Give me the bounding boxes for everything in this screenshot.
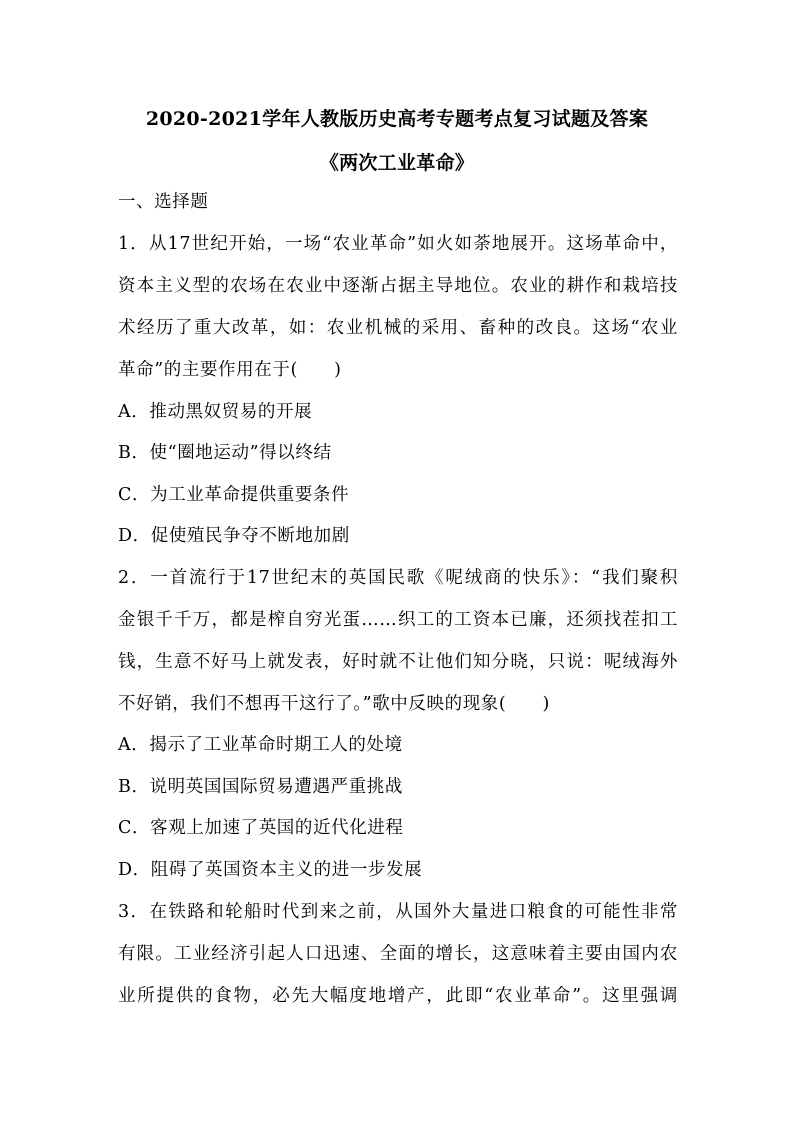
section-heading: 一、选择题: [118, 192, 209, 212]
question-2-option-c: C．客观上加速了英国的近代化进程: [118, 818, 404, 838]
question-1-option-d: D．促使殖民争夺不断地加剧: [118, 526, 350, 546]
question-2-line-2: 金银千千万，都是榨自穷光蛋……织工的工资本已廉，还须找茬扣工: [118, 610, 678, 630]
question-2-option-d: D．阻碍了英国资本主义的进一步发展: [118, 860, 423, 880]
question-2-line-4: 不好销，我们不想再干这行了。”歌中反映的现象( ): [118, 694, 550, 714]
question-1-option-c: C．为工业革命提供重要条件: [118, 485, 350, 505]
question-1-line-2: 资本主义型的农场在农业中逐渐占据主导地位。农业的耕作和栽培技: [118, 276, 678, 296]
question-3-line-3: 业所提供的食物，必先大幅度地增产，此即“农业革命”。这里强调: [118, 986, 679, 1006]
document-title: 2020-2021学年人教版历史高考专题考点复习试题及答案: [145, 108, 649, 130]
question-1-option-a: A．推动黑奴贸易的开展: [118, 402, 313, 422]
question-2-line-3: 钱，生意不好马上就发表，好时就不让他们知分晓，只说：呢绒海外: [118, 652, 678, 672]
question-3-line-1: 3．在铁路和轮船时代到来之前，从国外大量进口粮食的可能性非常: [118, 902, 678, 922]
question-3-line-2: 有限。工业经济引起人口迅速、全面的增长，这意味着主要由国内农: [118, 944, 678, 964]
document-subtitle: 《两次工业革命》: [319, 152, 475, 174]
question-1-line-4: 革命”的主要作用在于( ): [118, 360, 342, 380]
question-2-option-b: B．说明英国国际贸易遭遇严重挑战: [118, 777, 403, 797]
question-2-line-1: 2．一首流行于17世纪末的英国民歌《呢绒商的快乐》：“我们聚积: [118, 568, 678, 588]
question-2-option-a: A．揭示了工业革命时期工人的处境: [118, 735, 403, 755]
question-1-option-b: B．使“圈地运动”得以终结: [118, 443, 332, 463]
question-1-line-1: 1．从17世纪开始，一场“农业革命”如火如荼地展开。这场革命中，: [118, 234, 678, 254]
question-1-line-3: 术经历了重大改革，如：农业机械的采用、畜种的改良。这场“农业: [118, 318, 678, 338]
